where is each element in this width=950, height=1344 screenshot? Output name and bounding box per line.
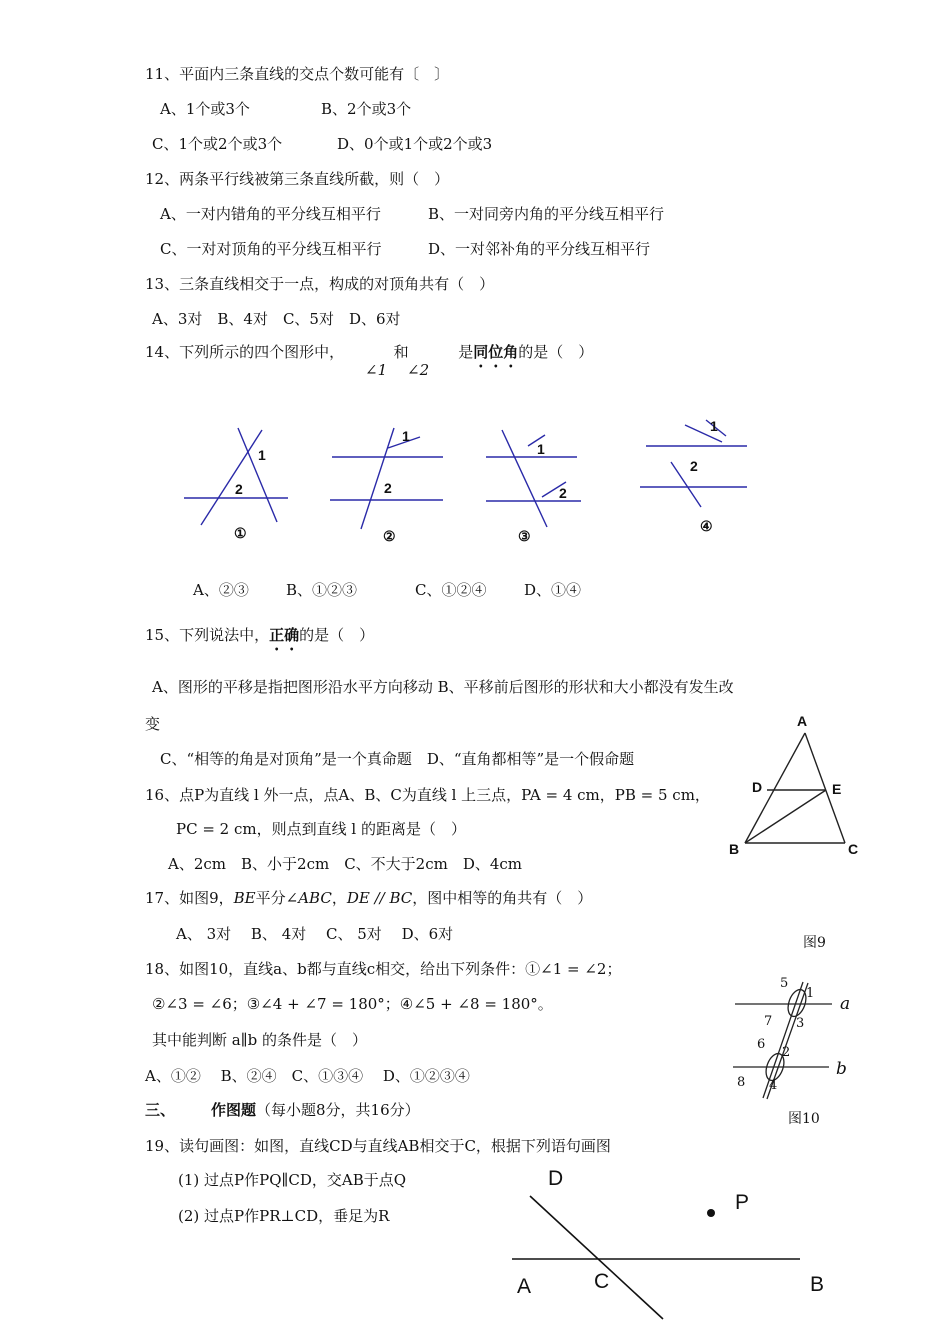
q12-option-b: B、一对同旁内角的平分线互相平行: [428, 205, 665, 223]
fig10-angle-8: 8: [737, 1075, 746, 1090]
q15-keyword: 正确: [269, 626, 300, 644]
q16-options: A、2cm B、小于2cm C、不大于2cm D、4cm: [168, 855, 523, 873]
q14-option-d: D、①④: [524, 581, 582, 599]
section3-title: 作图题: [211, 1101, 257, 1119]
q19-stem: 19、读句画图：如图，直线CD与直线AB相交于C，根据下列语句画图: [145, 1137, 611, 1155]
q17-cond-angle: ∠ABC: [285, 889, 332, 907]
q17-stem-post: ，图中相等的角共有（ ）: [412, 889, 593, 907]
fig10-angle-4: 4: [769, 1078, 778, 1093]
q14-and-word: 和: [393, 343, 409, 361]
q12-option-a: A、一对内错角的平分线互相平行: [160, 205, 381, 223]
section3-number: 三、: [145, 1101, 176, 1119]
fig10-angle-5: 5: [780, 976, 789, 991]
q19-figure: [512, 1196, 800, 1319]
figure-10: [733, 982, 832, 1099]
q12-option-c: C、一对对顶角的平分线互相平行: [160, 240, 382, 258]
q14-figure-2: [330, 428, 443, 529]
q19-label-b: B: [810, 1273, 825, 1296]
q18-line3: 其中能判断 a∥b 的条件是（ ）: [152, 1031, 368, 1049]
q18-line1: 18、如图10，直线a、b都与直线c相交，给出下列条件：①∠1 = ∠2；: [145, 960, 622, 978]
q14-option-a: A、②③: [193, 581, 249, 599]
q13-stem: 13、三条直线相交于一点，构成的对顶角共有（ ）: [145, 275, 495, 293]
q14-stem-post: 的是（ ）: [518, 343, 594, 361]
fig-label-2: ②: [383, 529, 396, 545]
fig4-angle-2: 2: [690, 458, 698, 474]
q17-stem: [145, 888, 592, 908]
q11-option-b: B、2个或3个: [321, 100, 412, 118]
fig9-label-c: C: [848, 841, 859, 857]
q17-stem-pre: 17、如图9，: [145, 889, 234, 907]
fig10-angle-3: 3: [796, 1016, 805, 1031]
fig-label-3: ③: [518, 529, 531, 545]
q12-option-d: D、一对邻补角的平分线互相平行: [428, 240, 651, 258]
q19-label-c: C: [594, 1270, 610, 1293]
q14-keyword: 同位角: [473, 343, 519, 361]
q17-bisect-word: 平分: [255, 889, 286, 907]
fig9-label-d: D: [752, 779, 763, 795]
q19-label-a: A: [517, 1275, 532, 1298]
q11-option-d: D、0个或1个或2个或3: [337, 135, 493, 153]
fig9-label-b: B: [729, 841, 740, 857]
q17-options: A、 3对 B、 4对 C、 5对 D、6对: [176, 925, 454, 943]
q19-step2: (2) 过点P作PR⊥CD，垂足为R: [178, 1207, 390, 1225]
q15-line2: 变: [145, 715, 161, 733]
fig10-angle-7: 7: [764, 1014, 773, 1029]
q15-line1: A、图形的平移是指把图形沿水平方向移动 B、平移前后图形的形状和大小都没有发生改: [152, 678, 734, 696]
q17-sep: ，: [331, 889, 347, 907]
fig3-angle-2: 2: [559, 485, 567, 501]
q17-cond-parallel: DE // BC: [346, 889, 413, 907]
fig-label-4: ④: [700, 519, 713, 535]
q14-stem-pre: 14、下列所示的四个图形中，: [145, 343, 345, 361]
q15-stem: [145, 625, 374, 654]
fig9-label-e: E: [832, 781, 842, 797]
q12-stem: 12、两条平行线被第三条直线所截，则（ ）: [145, 170, 450, 188]
q19-step1: (1) 过点P作PQ∥CD，交AB于点Q: [178, 1171, 407, 1189]
q14-option-b: B、①②③: [286, 581, 358, 599]
q14-figure-3: [486, 430, 581, 527]
q16-line1: 16、点P为直线 l 外一点，点A、B、C为直线 l 上三点，PA = 4 cm，PB = 5 cm，: [145, 786, 710, 804]
fig2-angle-1: 1: [402, 428, 410, 444]
q14-stem-mid: 是: [458, 343, 474, 361]
q19-label-p: P: [735, 1191, 750, 1214]
fig2-angle-2: 2: [384, 480, 392, 496]
q14-angle2: ∠2: [407, 361, 430, 379]
point-p-dot: [707, 1209, 715, 1217]
q15-stem-pre: 15、下列说法中，: [145, 626, 270, 644]
q15-stem-post: 的是（ ）: [299, 626, 375, 644]
fig10-angle-2: 2: [782, 1045, 791, 1060]
q19-label-d: D: [548, 1167, 564, 1190]
fig4-angle-1: 1: [710, 418, 718, 434]
q11-stem: 11、平面内三条直线的交点个数可能有〔 〕: [145, 65, 450, 83]
q18-line2: ②∠3 = ∠6；③∠4 + ∠7 = 180°；④∠5 + ∠8 = 180°。: [152, 995, 553, 1013]
q11-option-c: C、1个或2个或3个: [152, 135, 283, 153]
q17-cond-be: BE: [233, 889, 256, 907]
fig10-angle-1: 1: [806, 986, 815, 1001]
q15-line3: C、“相等的角是对顶角”是一个真命题 D、“直角都相等”是一个假命题: [160, 750, 635, 768]
q13-options: A、3对 B、4对 C、5对 D、6对: [152, 310, 401, 328]
fig1-angle-2: 2: [235, 481, 243, 497]
fig10-line-b: b: [836, 1059, 847, 1079]
fig-label-1: ①: [234, 526, 247, 542]
fig10-angle-6: 6: [757, 1037, 766, 1052]
q14-option-c: C、①②④: [415, 581, 487, 599]
fig1-angle-1: 1: [258, 447, 266, 463]
fig10-caption: 图10: [788, 1111, 820, 1127]
section3-heading: [211, 1100, 420, 1120]
fig9-label-a: A: [797, 713, 808, 729]
fig10-line-a: a: [840, 994, 851, 1014]
fig9-caption: 图9: [803, 935, 826, 951]
section3-note: （每小题8分，共16分）: [256, 1101, 420, 1119]
fig3-angle-1: 1: [537, 441, 545, 457]
q18-options: A、①② B、②④ C、①③④ D、①②③④: [145, 1067, 470, 1085]
q14-angle1: ∠1: [365, 361, 388, 379]
q11-option-a: A、1个或3个: [160, 100, 250, 118]
q14-figure-1: [184, 428, 288, 525]
q16-line2: PC = 2 cm，则点到直线 l 的距离是（ ）: [176, 820, 466, 838]
